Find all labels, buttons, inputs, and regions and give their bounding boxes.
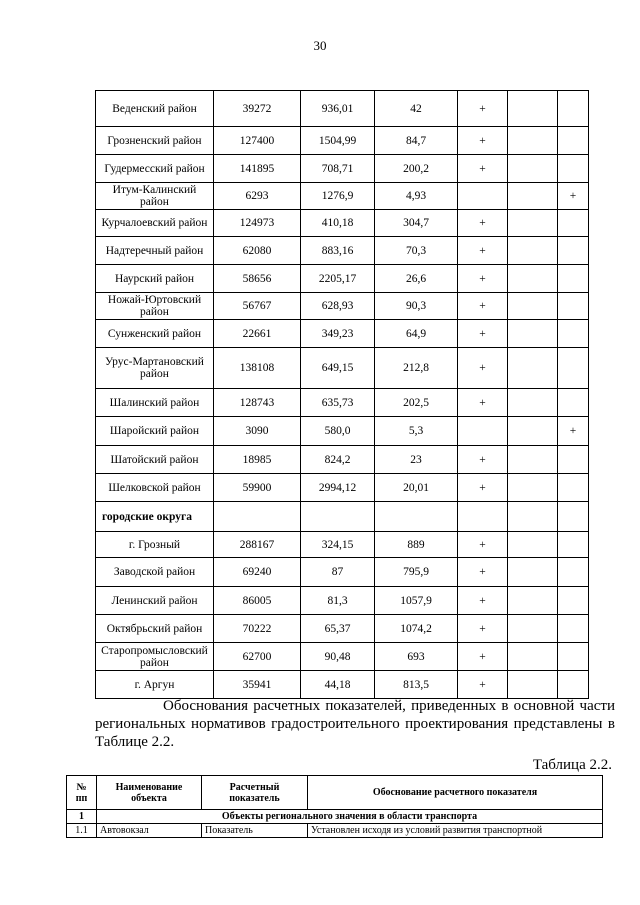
district-name: Шалинский район [96,389,214,417]
cell-v2: 90,48 [301,643,375,671]
district-name: Ножай-Юртовский район [96,293,214,320]
cell-c5 [508,615,558,643]
district-name: Урус-Мартановский район [96,348,214,389]
cell-v3: 5,3 [375,417,458,446]
cell-c6 [558,237,589,265]
cell-v3: 212,8 [375,348,458,389]
table-row [96,671,589,699]
cell-c5 [508,237,558,265]
cell-v1: 138108 [214,348,301,389]
cell-c5 [508,320,558,348]
cell-v2: 349,23 [301,320,375,348]
cell-c4: + [458,237,508,265]
table-row [96,348,589,389]
cell-v3: 1074,2 [375,615,458,643]
cell-c4: + [458,91,508,127]
district-name: Веденский район [96,91,214,127]
table-row [96,320,589,348]
cell-c4: + [458,558,508,587]
cell-v2: 2994,12 [301,474,375,502]
cell-c6 [558,474,589,502]
cell-v2: 1276,9 [301,183,375,210]
cell-c6 [558,446,589,474]
section-num: 1 [67,810,97,824]
cell-v2: 324,15 [301,532,375,558]
cell-v1: 69240 [214,558,301,587]
cell-v2: 936,01 [301,91,375,127]
cell-v2: 628,93 [301,293,375,320]
cell-v2: 81,3 [301,587,375,615]
cell-v1: 288167 [214,532,301,558]
district-name: Шелковской район [96,474,214,502]
cell-v1: 86005 [214,587,301,615]
table-row [96,474,589,502]
cell-c6 [558,502,589,532]
cell-v1: 141895 [214,155,301,183]
cell-v1 [214,502,301,532]
district-name: г. Грозный [96,532,214,558]
cell-c4: + [458,643,508,671]
cell-c5 [508,643,558,671]
cell-c6 [558,532,589,558]
table-caption: Таблица 2.2. [532,757,612,773]
table-row [96,127,589,155]
cell-c4: + [458,389,508,417]
table-row [96,155,589,183]
cell-c6 [558,558,589,587]
cell-v1: 35941 [214,671,301,699]
cell-c5 [508,558,558,587]
district-name: Ленинский район [96,587,214,615]
cell-v2: 410,18 [301,210,375,237]
section-title: Объекты регионального значения в области транспорта [97,810,603,824]
cell-v3: 64,9 [375,320,458,348]
cell-v1: 62700 [214,643,301,671]
cell-v1: 58656 [214,265,301,293]
cell-c5 [508,446,558,474]
table-row [96,558,589,587]
cell-c4 [458,502,508,532]
cell-c5 [508,671,558,699]
cell-v3: 795,9 [375,558,458,587]
district-name: Заводской район [96,558,214,587]
district-name: городские округа [96,502,214,532]
cell-c5 [508,293,558,320]
justification-paragraph: Обоснования расчетных показателей, приведенных в основной части региональных нормативов градостроительного проектирования представлены в Таблице 2.2. [95,698,615,750]
table-row [96,183,589,210]
cell-v2: 44,18 [301,671,375,699]
cell-c6 [558,615,589,643]
cell-c6: + [558,183,589,210]
cell-v2: 883,16 [301,237,375,265]
header-name: Наименование объекта [97,776,202,810]
cell-v3 [375,502,458,532]
cell-c5 [508,155,558,183]
table-row [96,265,589,293]
cell-c4 [458,183,508,210]
cell-c5 [508,417,558,446]
cell-v2: 65,37 [301,615,375,643]
cell-c5 [508,502,558,532]
table-row [96,446,589,474]
row-name: Автовокзал [97,824,202,838]
header-justification: Обоснование расчетного показателя [308,776,603,810]
table-row [96,389,589,417]
district-name: Октябрьский район [96,615,214,643]
district-name: г. Аргун [96,671,214,699]
cell-v3: 42 [375,91,458,127]
cell-v2: 580,0 [301,417,375,446]
cell-v2: 2205,17 [301,265,375,293]
cell-c4: + [458,127,508,155]
district-name: Сунженский район [96,320,214,348]
cell-v1: 127400 [214,127,301,155]
cell-v1: 59900 [214,474,301,502]
cell-c4: + [458,348,508,389]
cell-v1: 39272 [214,91,301,127]
cell-v2: 824,2 [301,446,375,474]
cell-c6 [558,91,589,127]
cell-v3: 26,6 [375,265,458,293]
cell-c5 [508,348,558,389]
cell-v1: 22661 [214,320,301,348]
table-row [96,587,589,615]
cell-c4: + [458,615,508,643]
row-num: 1.1 [67,824,97,838]
cell-v1: 3090 [214,417,301,446]
table-row [96,532,589,558]
row-justification: Установлен исходя из условий развития транспортной [308,824,603,838]
justification-table [66,775,603,838]
cell-v3: 200,2 [375,155,458,183]
district-name: Шаройский район [96,417,214,446]
district-name: Надтеречный район [96,237,214,265]
cell-c4: + [458,474,508,502]
page-number: 30 [313,38,327,53]
table-row [96,293,589,320]
cell-c6 [558,210,589,237]
table-row [96,643,589,671]
cell-c6 [558,265,589,293]
cell-v3: 23 [375,446,458,474]
cell-v3: 1057,9 [375,587,458,615]
cell-c6 [558,389,589,417]
cell-v3: 889 [375,532,458,558]
cell-c6 [558,293,589,320]
cell-c4: + [458,587,508,615]
cell-c4: + [458,265,508,293]
cell-v2: 649,15 [301,348,375,389]
cell-c6 [558,155,589,183]
cell-c5 [508,127,558,155]
cell-v3: 84,7 [375,127,458,155]
district-name: Шатойский район [96,446,214,474]
header-indicator: Расчетный показатель [202,776,308,810]
cell-v3: 90,3 [375,293,458,320]
district-name: Грозненский район [96,127,214,155]
cell-c5 [508,587,558,615]
table-row [96,91,589,127]
cell-c4: + [458,532,508,558]
cell-c6 [558,671,589,699]
cell-c4: + [458,671,508,699]
cell-c6 [558,127,589,155]
cell-v1: 6293 [214,183,301,210]
cell-v2: 635,73 [301,389,375,417]
district-indicators-table [95,90,589,699]
cell-v1: 18985 [214,446,301,474]
cell-v3: 693 [375,643,458,671]
cell-v2: 87 [301,558,375,587]
cell-c4: + [458,293,508,320]
cell-v3: 202,5 [375,389,458,417]
table-row [96,615,589,643]
cell-c5 [508,474,558,502]
cell-v1: 70222 [214,615,301,643]
table-row [96,417,589,446]
cell-c5 [508,210,558,237]
cell-c6 [558,643,589,671]
cell-v3: 304,7 [375,210,458,237]
section-row [96,502,589,532]
cell-v2: 708,71 [301,155,375,183]
row-indicator: Показатель [202,824,308,838]
district-name: Итум-Калинский район [96,183,214,210]
cell-c4: + [458,155,508,183]
district-name: Наурский район [96,265,214,293]
cell-v1: 124973 [214,210,301,237]
cell-v2 [301,502,375,532]
cell-v3: 70,3 [375,237,458,265]
header-num: № пп [67,776,97,810]
cell-c4: + [458,320,508,348]
cell-c5 [508,389,558,417]
cell-v3: 4,93 [375,183,458,210]
table-row [96,237,589,265]
table-row [96,210,589,237]
cell-c6 [558,587,589,615]
cell-c4: + [458,446,508,474]
cell-c4 [458,417,508,446]
cell-c6 [558,348,589,389]
cell-c5 [508,91,558,127]
cell-v3: 813,5 [375,671,458,699]
cell-c6 [558,320,589,348]
cell-c5 [508,532,558,558]
district-name: Курчалоевский район [96,210,214,237]
cell-v3: 20,01 [375,474,458,502]
cell-v2: 1504,99 [301,127,375,155]
cell-c5 [508,183,558,210]
cell-v1: 56767 [214,293,301,320]
cell-v1: 128743 [214,389,301,417]
cell-c5 [508,265,558,293]
district-name: Гудермесский район [96,155,214,183]
district-name: Старопромысловский район [96,643,214,671]
cell-v1: 62080 [214,237,301,265]
cell-c4: + [458,210,508,237]
cell-c6: + [558,417,589,446]
